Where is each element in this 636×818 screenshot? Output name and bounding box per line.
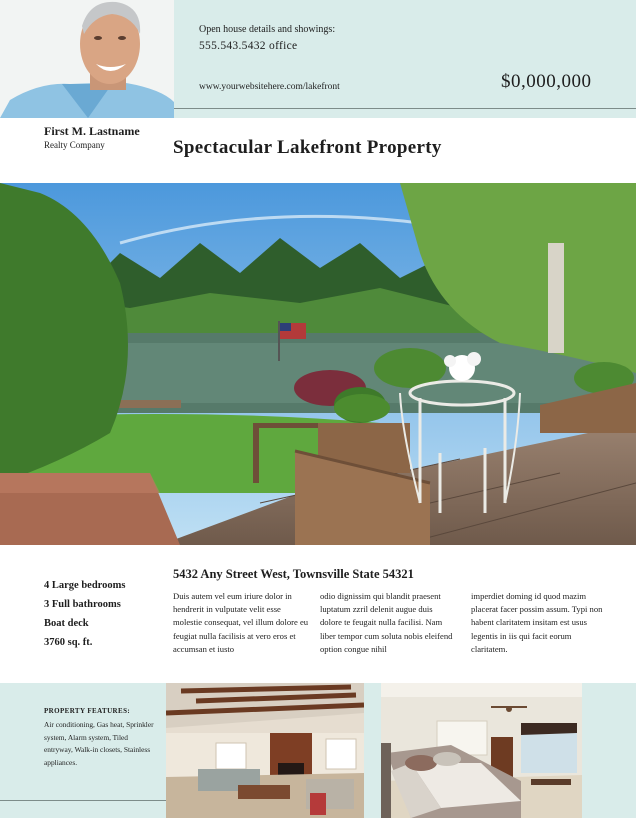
living-room-photo [166, 683, 364, 818]
property-features-text: Air conditioning, Gas heat, Sprinkler system, Alarm system, Tiled entryway, Walk-in closets, Stainless appliances. [44, 720, 154, 767]
highlight-bedrooms: 4 Large bedrooms [44, 580, 126, 591]
property-features-title: PROPERTY FEATURES: [44, 707, 131, 715]
footer-divider [0, 800, 166, 801]
agent-name: First M. Lastname [44, 124, 140, 138]
description-column-3: imperdiet doming id quod mazim placerat facer possim assum. Typi non habent claritatem insitam est usus legentis in iis qui facit eorum claritatem. [471, 591, 603, 654]
highlight-square-feet: 3760 sq. ft. [44, 637, 93, 648]
phone-number: 555.543.5432 office [199, 40, 298, 52]
property-address: 5432 Any Street West, Townsville State 54321 [173, 567, 414, 581]
agent-photo [0, 0, 174, 118]
highlight-boat-deck: Boat deck [44, 618, 89, 629]
highlight-bathrooms: 3 Full bathrooms [44, 599, 121, 610]
open-house-label: Open house details and showings: [199, 24, 336, 35]
listing-price: $0,000,000 [501, 71, 592, 92]
description-column-1: Duis autem vel eum iriure dolor in hendrerit in vulputate velit esse molestie consequat, vel illum dolore eu feugiat nulla facilisis at vero eros et accumsan et iusto [173, 591, 309, 654]
hero-lakefront-photo [0, 183, 636, 545]
header-divider [174, 108, 636, 109]
description-column-2: odio dignissim qui blandit praesent luptatum zzril delenit augue duis dolore te feugait nulla facilisi. Nam liber tempor cum soluta nobis eleifend option congue nihil [320, 591, 453, 654]
property-highlights [44, 576, 125, 652]
bedroom-photo [381, 683, 582, 818]
agent-company: Realty Company [44, 140, 105, 150]
property-headline: Spectacular Lakefront Property [173, 137, 442, 158]
website-link[interactable]: www.yourwebsitehere.com/lakefront [199, 82, 340, 92]
